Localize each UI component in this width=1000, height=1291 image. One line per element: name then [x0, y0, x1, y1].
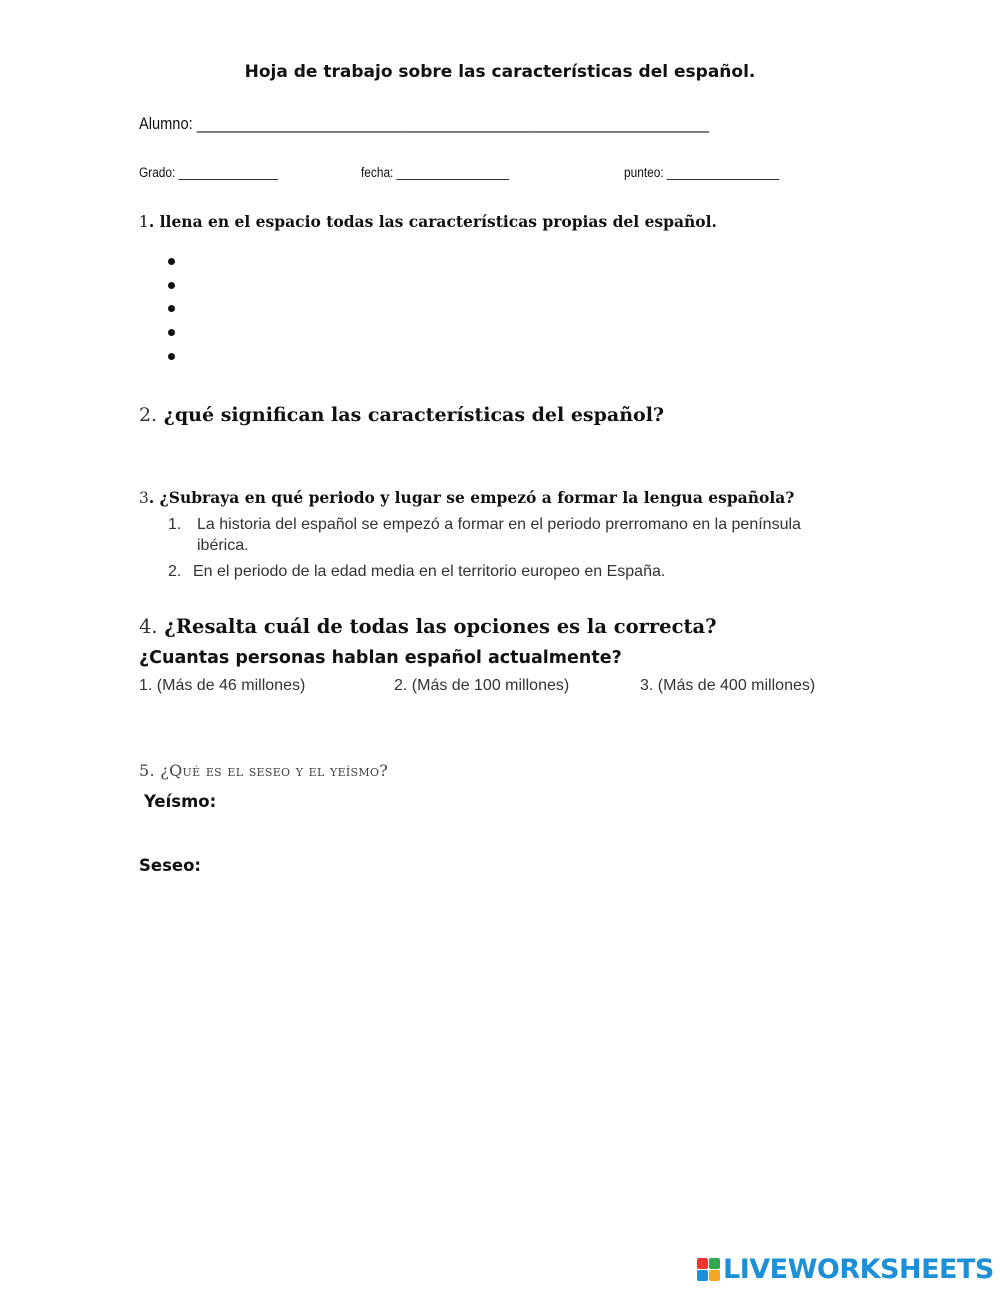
- question-3-number: 3: [139, 489, 149, 507]
- q3-option-1-text[interactable]: La historia del español se empezó a formar en el periodo prerromano en la península: [197, 516, 801, 533]
- logo-mark-icon: [697, 1258, 720, 1281]
- logo-text: LIVEWORKSHEETS: [723, 1254, 994, 1285]
- bullet-answer-3[interactable]: [168, 305, 175, 312]
- logo-square-red: [697, 1258, 708, 1269]
- grado-field[interactable]: Grado: _______________: [139, 165, 278, 180]
- question-4-text: ¿Resalta cuál de todas las opciones es la correcta?: [164, 615, 717, 638]
- question-4: [139, 615, 717, 638]
- bullet-answer-5[interactable]: [168, 353, 175, 360]
- yeismo-label: Yeísmo:: [144, 792, 217, 811]
- q4-option-2[interactable]: 2. (Más de 100 millones): [394, 677, 570, 694]
- bullet-answer-2[interactable]: [168, 282, 175, 289]
- q3-option-1-text-cont[interactable]: ibérica.: [197, 537, 249, 554]
- question-2: [139, 404, 664, 426]
- seseo-label: Seseo:: [139, 856, 202, 875]
- logo-square-orange: [709, 1270, 720, 1281]
- question-3: [139, 488, 794, 507]
- question-1-text: . llena en el espacio todas las características propias del español.: [148, 212, 717, 231]
- question-1-number: 1: [139, 213, 149, 231]
- q4-option-1[interactable]: 1. (Más de 46 millones): [139, 677, 306, 694]
- question-4-subtitle: ¿Cuantas personas hablan español actualmente?: [139, 648, 622, 668]
- question-2-text: ¿qué significan las características del español?: [163, 404, 665, 426]
- question-2-number: 2.: [139, 404, 158, 426]
- question-1: [139, 212, 717, 231]
- question-4-number: 4.: [139, 615, 158, 638]
- fecha-field[interactable]: fecha: _________________: [361, 165, 509, 180]
- q4-option-3[interactable]: 3. (Más de 400 millones): [640, 677, 816, 694]
- punteo-field[interactable]: punteo: _________________: [624, 165, 780, 180]
- bullet-answer-4[interactable]: [168, 329, 175, 336]
- question-3-text: . ¿Subraya en qué periodo y lugar se empezó a formar la lengua española?: [148, 488, 795, 507]
- question-5: 5. ¿Qué es el seseo y el yeísmo?: [139, 761, 389, 780]
- bullet-answer-1[interactable]: [168, 258, 175, 265]
- alumno-field[interactable]: Alumno: _______________________________________________________________: [139, 114, 709, 133]
- liveworksheets-logo: [697, 1254, 994, 1285]
- logo-square-green: [709, 1258, 720, 1269]
- page-title: Hoja de trabajo sobre las características del español.: [244, 62, 756, 82]
- q3-option-2-number: 2.: [168, 563, 182, 580]
- q3-option-1-number: 1.: [168, 516, 182, 533]
- logo-square-blue: [697, 1270, 708, 1281]
- q3-option-2-text[interactable]: En el periodo de la edad media en el territorio europeo en España.: [193, 563, 666, 580]
